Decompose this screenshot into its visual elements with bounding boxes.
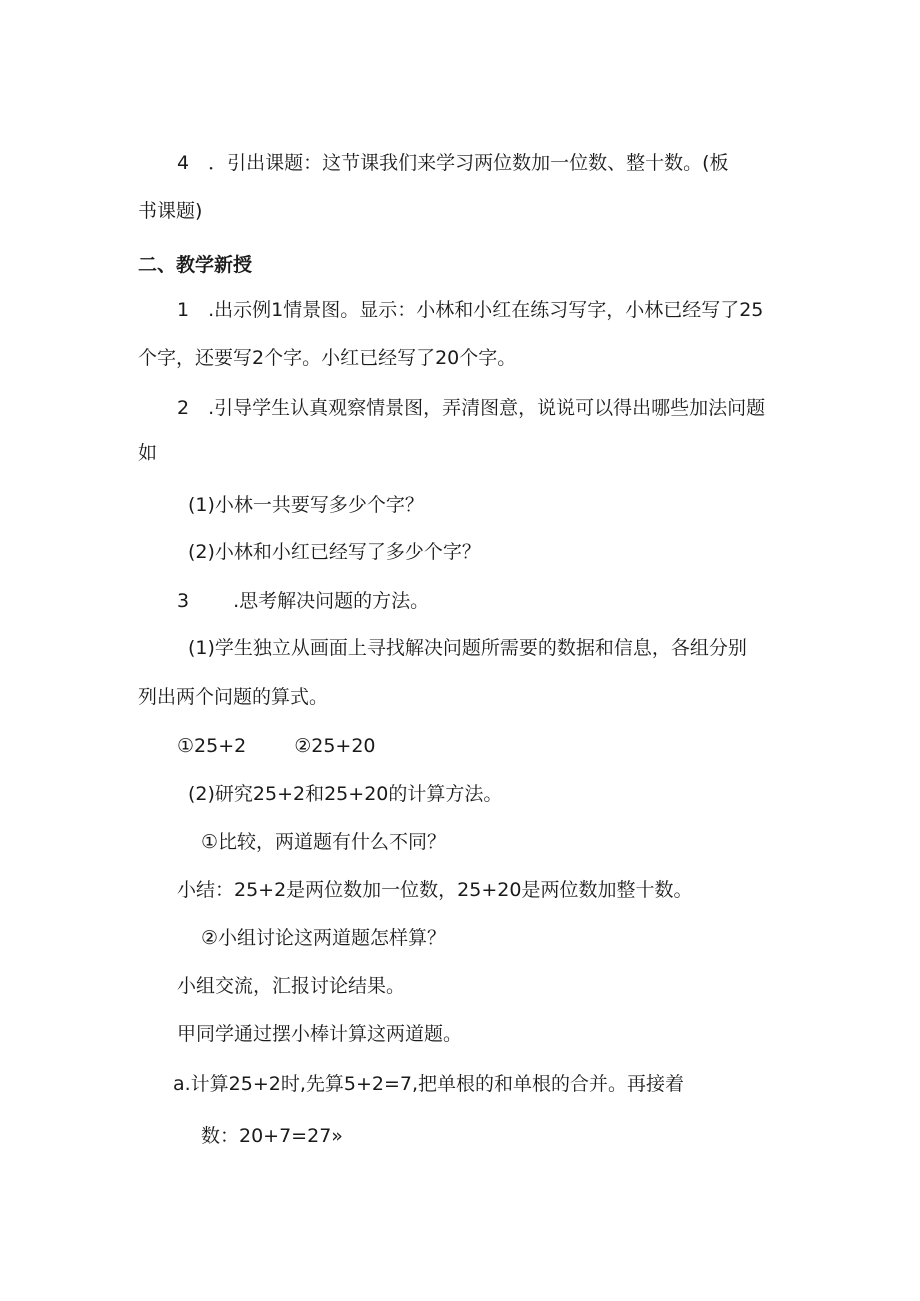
formula-1: ①25+2 bbox=[177, 735, 247, 757]
formula-row bbox=[177, 734, 376, 758]
section-heading-new-teaching: 二、教学新授 bbox=[138, 254, 253, 276]
paragraph-summary: 小结：25+2是两位数加一位数，25+20是两位数加整十数。 bbox=[177, 879, 693, 901]
item-text-3: .思考解决问题的方法。 bbox=[233, 590, 430, 612]
paragraph-group-discuss: ②小组讨论这两道题怎样算？ bbox=[201, 927, 447, 949]
formula-2: ②25+20 bbox=[294, 735, 376, 757]
paragraph-student-find: (1)学生独立从画面上寻找解决问题所需要的数据和信息，各组分别 bbox=[188, 637, 747, 659]
paragraph-calc-a: a.计算25+2时,先算5+2=7,把单根的和单根的合并。再接着 bbox=[173, 1073, 685, 1095]
paragraph-intro-topic: 4 ．引出课题：这节课我们来学习两位数加一位数、整十数。(板 bbox=[177, 152, 729, 174]
paragraph-group-report: 小组交流，汇报讨论结果。 bbox=[177, 975, 406, 997]
item-number-3: 3 bbox=[177, 590, 190, 612]
paragraph-calc-a-cont: 数：20+7=27» bbox=[201, 1125, 343, 1147]
paragraph-student-find-cont: 列出两个问题的算式。 bbox=[138, 686, 329, 708]
paragraph-think-method bbox=[177, 589, 429, 613]
paragraph-guide-observe-cont: 如 bbox=[138, 442, 158, 464]
paragraph-guide-observe: 2 .引导学生认真观察情景图，弄清图意，说说可以得出哪些加法问题 bbox=[177, 397, 766, 419]
question-2: (2)小林和小红已经写了多少个字？ bbox=[188, 541, 481, 563]
paragraph-study-method: (2)研究25+2和25+20的计算方法。 bbox=[188, 783, 503, 805]
paragraph-example-1: 1 .出示例1情景图。显示：小林和小红在练习写字，小林已经写了25 bbox=[177, 299, 764, 321]
paragraph-compare: ①比较，两道题有什么不同？ bbox=[201, 831, 447, 853]
paragraph-student-sticks: 甲同学通过摆小棒计算这两道题。 bbox=[177, 1023, 463, 1045]
paragraph-intro-topic-cont: 书课题) bbox=[138, 200, 203, 222]
paragraph-example-1-cont: 个字，还要写2个字。小红已经写了20个字。 bbox=[138, 347, 517, 369]
question-1: (1)小林一共要写多少个字？ bbox=[188, 494, 424, 516]
